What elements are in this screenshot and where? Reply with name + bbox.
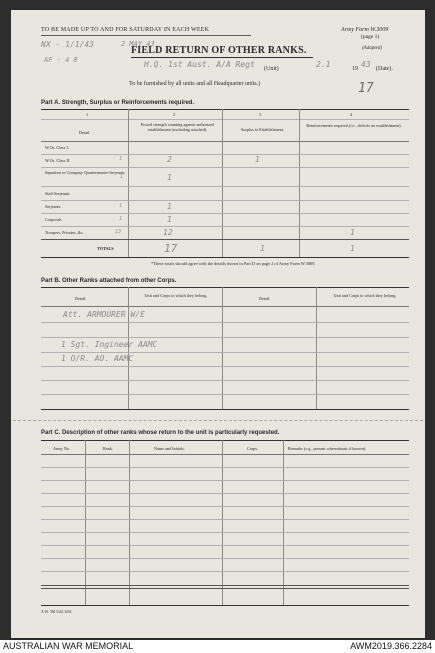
part-b-row-rule [41,380,409,381]
part-b-col-header-unit-1: Unit and Corps to which they belong. [144,293,208,298]
row-rule [41,213,409,214]
date-prefix: 19 [352,66,358,72]
furnished-note: To be furnished by all units and all Headquarter units.) [129,81,261,87]
part-c-top-rule [41,440,409,441]
part-a-top-rule [41,109,409,110]
print-code: A.W. 3M 3/44. 6/43 [41,610,72,614]
part-c-heading: Part C. Description of other ranks whose return to the unit is particularly requested. [41,430,280,436]
row-strength-value: 2 [167,155,172,164]
col-number-3: 3 [259,112,262,117]
archive-footer [0,640,435,653]
part-a-footnote: *These totals should agree with the details shown in Part D on page 2 of Army Form W.3009. [151,261,316,266]
fold-line [13,420,423,421]
part-c-col-header-rank: Rank. [103,446,113,451]
row-detail-cqms: Squadron or Company Quartermaster-Serjeants [45,170,125,175]
part-c-row-rule [41,545,409,546]
handwritten-unit: H.Q. 1st Aust. A/A Regt [144,60,255,69]
part-a-col-divider-3 [299,109,300,257]
part-b-bottom-rule [41,409,409,410]
part-a-bottom-rule [41,257,409,258]
archive-name: AUSTRALIAN WAR MEMORIAL [3,641,134,651]
part-b-handwritten-entry: 1 Sgt. Ingineer AAMC [61,340,158,349]
part-a-number-rule [41,119,409,120]
totals-strength: 17 [164,242,178,255]
col-header-detail: Detail. [79,130,91,135]
part-b-heading: Part B. Other Ranks attached from other Corps. [41,278,177,284]
row-strength-value: 1 [167,215,172,224]
part-c-col-header-name: Name and Initials. [154,446,185,451]
row-strength-value: 1 [167,173,172,182]
part-a-col-divider-1 [128,109,129,257]
form-page: (page 1) [361,34,380,40]
part-c-bottom-rule [41,605,409,606]
col-header-surplus: Surplus to Establishment. [241,127,284,132]
totals-reinforcements: 1 [350,244,355,253]
row-rule [41,200,409,201]
handwritten-date: 2.1 [316,60,331,69]
part-c-col-divider-1 [85,440,86,605]
part-c-col-header-remarks: Remarks (e.g., present whereabouts if known). [288,446,367,451]
date-label: (Date). [376,66,393,72]
form-adapted: (Adapted) [362,46,382,51]
row-detail-hw-value: 13 [115,229,122,235]
part-a-heading: Part A. Strength, Surplus or Reinforcements required. [41,100,195,106]
part-b-header-rule [41,306,409,307]
form-title: FIELD RETURN OF OTHER RANKS. [131,45,307,56]
handwritten-reference-1: NX - 1/1/43 [41,40,94,49]
part-b-row-rule [41,322,409,323]
part-c-row-rule [41,558,409,559]
part-c-col-divider-4 [283,440,284,605]
part-c-row-rule [41,585,409,586]
part-c-col-header-corps: Corps. [247,446,259,451]
row-detail-hw-value: 1 [119,216,123,222]
row-detail-troopers: Troopers, Privates, &c. [45,230,84,235]
part-b-col-header-detail-1: Detail. [75,296,87,301]
part-c-col-divider-3 [222,440,223,605]
part-b-row-rule [41,394,409,395]
title-underline [131,57,313,58]
row-rule [41,226,409,227]
form-number: Army Form W.3009 [341,27,389,33]
part-a-col-divider-2 [222,109,223,257]
row-strength-value: 1 [167,202,172,211]
row-detail-wo-class-2: W.Os. Class II. [45,158,71,163]
part-b-row-rule [41,337,409,338]
row-detail-wo-class-1: W.Os. Class I. [45,145,69,150]
row-detail-hw-value: 1 [119,156,123,162]
top-instruction: TO BE MADE UP TO AND FOR SATURDAY IN EACH WEEK [41,27,210,33]
row-rule [41,186,409,187]
col-header-reinforcements: Reinforcements required (i.e., deficits on establishment). [306,123,402,128]
part-b-col-divider-2 [222,287,223,409]
col-number-4: 4 [350,112,353,117]
col-number-2: 2 [173,112,176,117]
part-c-row-rule [41,588,409,589]
row-strength-value: 12 [163,228,173,237]
row-surplus-value: 1 [255,155,260,164]
part-b-col-header-unit-2: Unit and Corps to which they belong. [333,293,397,298]
handwritten-reference-2: 2 MAY 43 [121,40,155,48]
part-c-row-rule [41,493,409,494]
handwritten-year: 43 [361,60,371,69]
top-instruction-underline [41,35,251,36]
row-detail-hw-value: 1 [119,203,123,209]
row-rule [41,154,409,155]
part-c-row-rule [41,480,409,481]
part-a-header-rule [41,141,409,142]
row-detail-serjeants: Serjeants [45,204,61,209]
handwritten-return-number: 17 [358,81,374,96]
col-header-posted-strength: Posted strength counting against authorized establishment (excluding attached). [140,122,215,132]
part-c-row-rule [41,467,409,468]
row-detail-corporals: Corporals [45,217,62,222]
part-c-row-rule [41,532,409,533]
row-rule [41,239,409,240]
part-b-col-header-detail-2: Detail. [259,296,271,301]
row-detail-staff-serjeants: Staff Serjeants [45,191,70,196]
col-number-1: 1 [86,112,89,117]
row-reinforcements-value: 1 [350,228,355,237]
totals-surplus: 1 [260,244,265,253]
form-sheet [11,10,425,638]
part-c-row-rule [41,519,409,520]
row-detail-hw-value: 1 [120,174,124,180]
part-b-handwritten-entry: Att. ARMOURER W/E [63,310,145,319]
unit-label: (Unit) [264,66,279,72]
part-c-col-header-army-no: Army No. [53,446,70,451]
row-rule [41,167,409,168]
part-b-handwritten-entry: 1 O/R. AO. AAMC [61,354,134,363]
part-b-col-divider-3 [316,287,317,409]
handwritten-reference-3: AF - 4 8 [44,56,78,64]
archive-id: AWM2019.366.2284 [350,641,432,651]
part-b-row-rule [41,352,409,353]
part-c-col-divider-2 [129,440,130,605]
part-b-top-rule [41,287,409,288]
totals-label: TOTALS [97,246,114,251]
part-c-row-rule [41,571,409,572]
part-b-row-rule [41,366,409,367]
part-c-row-rule [41,506,409,507]
part-c-header-rule [41,454,409,455]
